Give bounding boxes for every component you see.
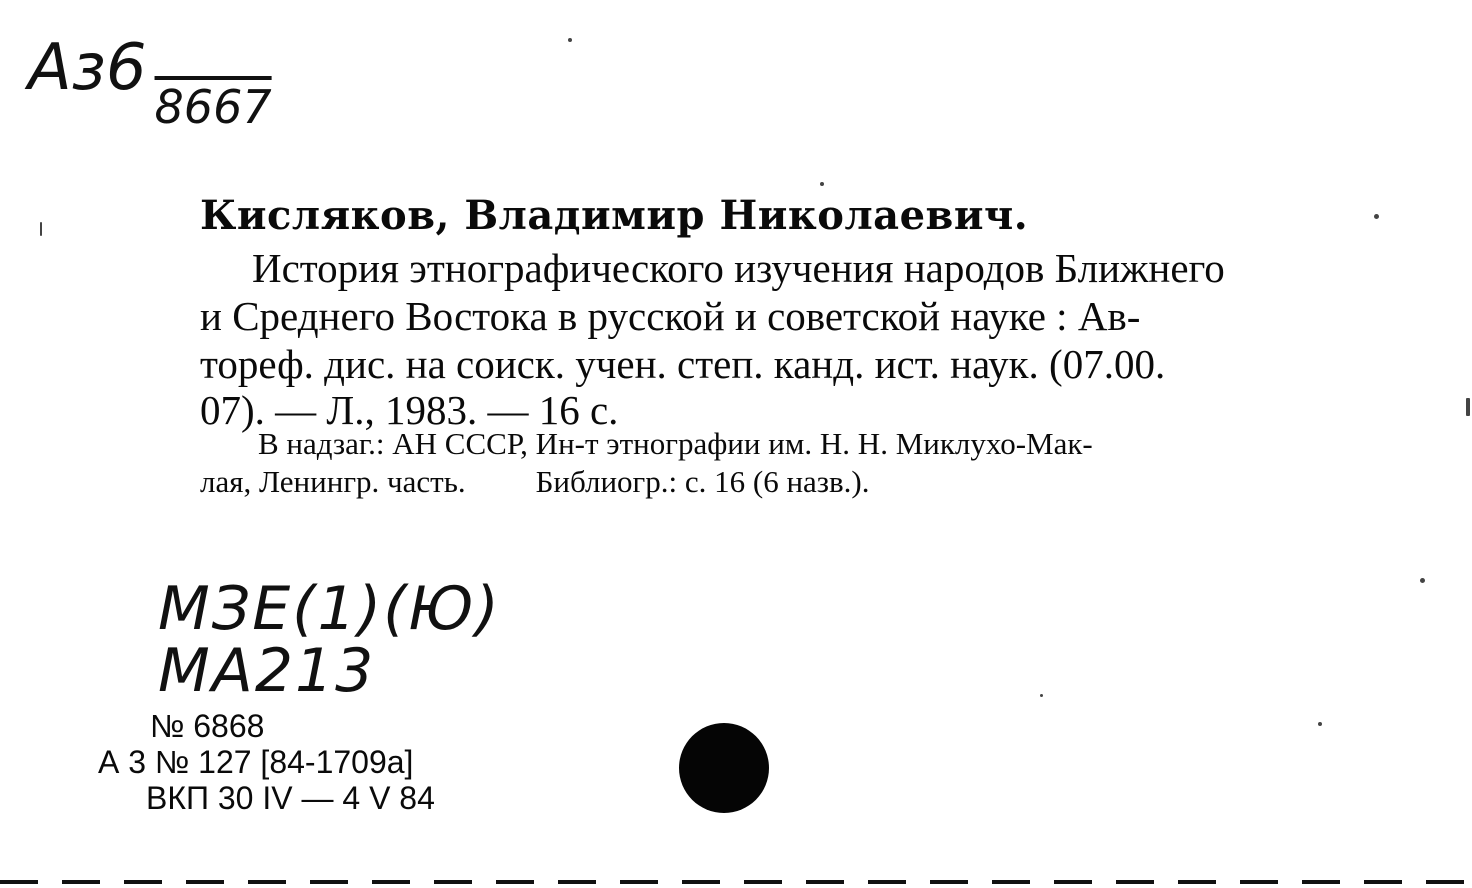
speckle	[1374, 214, 1379, 219]
note-bibliography: Библиогр.: с. 16 (6 назв.).	[535, 464, 870, 499]
speckle	[1466, 398, 1470, 416]
speckle	[1040, 694, 1043, 697]
punch-hole	[679, 723, 769, 813]
title-line-1: История этнографического изучения народов Ближнего	[252, 245, 1225, 291]
title-line-4: 07). — Л., 1983. — 16 с.	[200, 387, 619, 433]
title-line-2: и Среднего Востока в русской и советской науке : Ав-	[200, 293, 1141, 339]
inventory-order: А 3 № 127 [84-1709а]	[98, 744, 414, 780]
classification-code	[158, 574, 501, 706]
note-line-2	[200, 462, 1370, 502]
note-affiliation: лая, Ленингр. часть.	[200, 464, 466, 499]
author-heading: Кисляков, Владимир Николаевич.	[200, 192, 1029, 239]
speckle	[40, 222, 42, 236]
shelf-mark	[28, 31, 272, 134]
speckle	[1420, 578, 1425, 583]
speckle	[1318, 722, 1322, 726]
shelf-mark-code: Аз6	[28, 31, 147, 105]
note-line-1: В надзаг.: АН СССР, Ин-т этнографии им. Н. Н. Миклухо-Мак-	[258, 426, 1093, 461]
shelf-mark-number: 8667	[154, 80, 272, 134]
inventory-number: № 6868	[150, 708, 265, 744]
speckle	[820, 182, 824, 186]
card-bottom-edge	[0, 880, 1472, 884]
title-line-3: тореф. дис. на соиск. учен. степ. канд. ист. наук. (07.00.	[200, 341, 1166, 387]
speckle	[568, 38, 572, 42]
classification-line-2: МА213	[158, 636, 376, 706]
inventory-registration: ВКП 30 IV — 4 V 84	[146, 780, 435, 816]
classification-line-1: МЗЕ(1)(Ю)	[158, 574, 501, 644]
